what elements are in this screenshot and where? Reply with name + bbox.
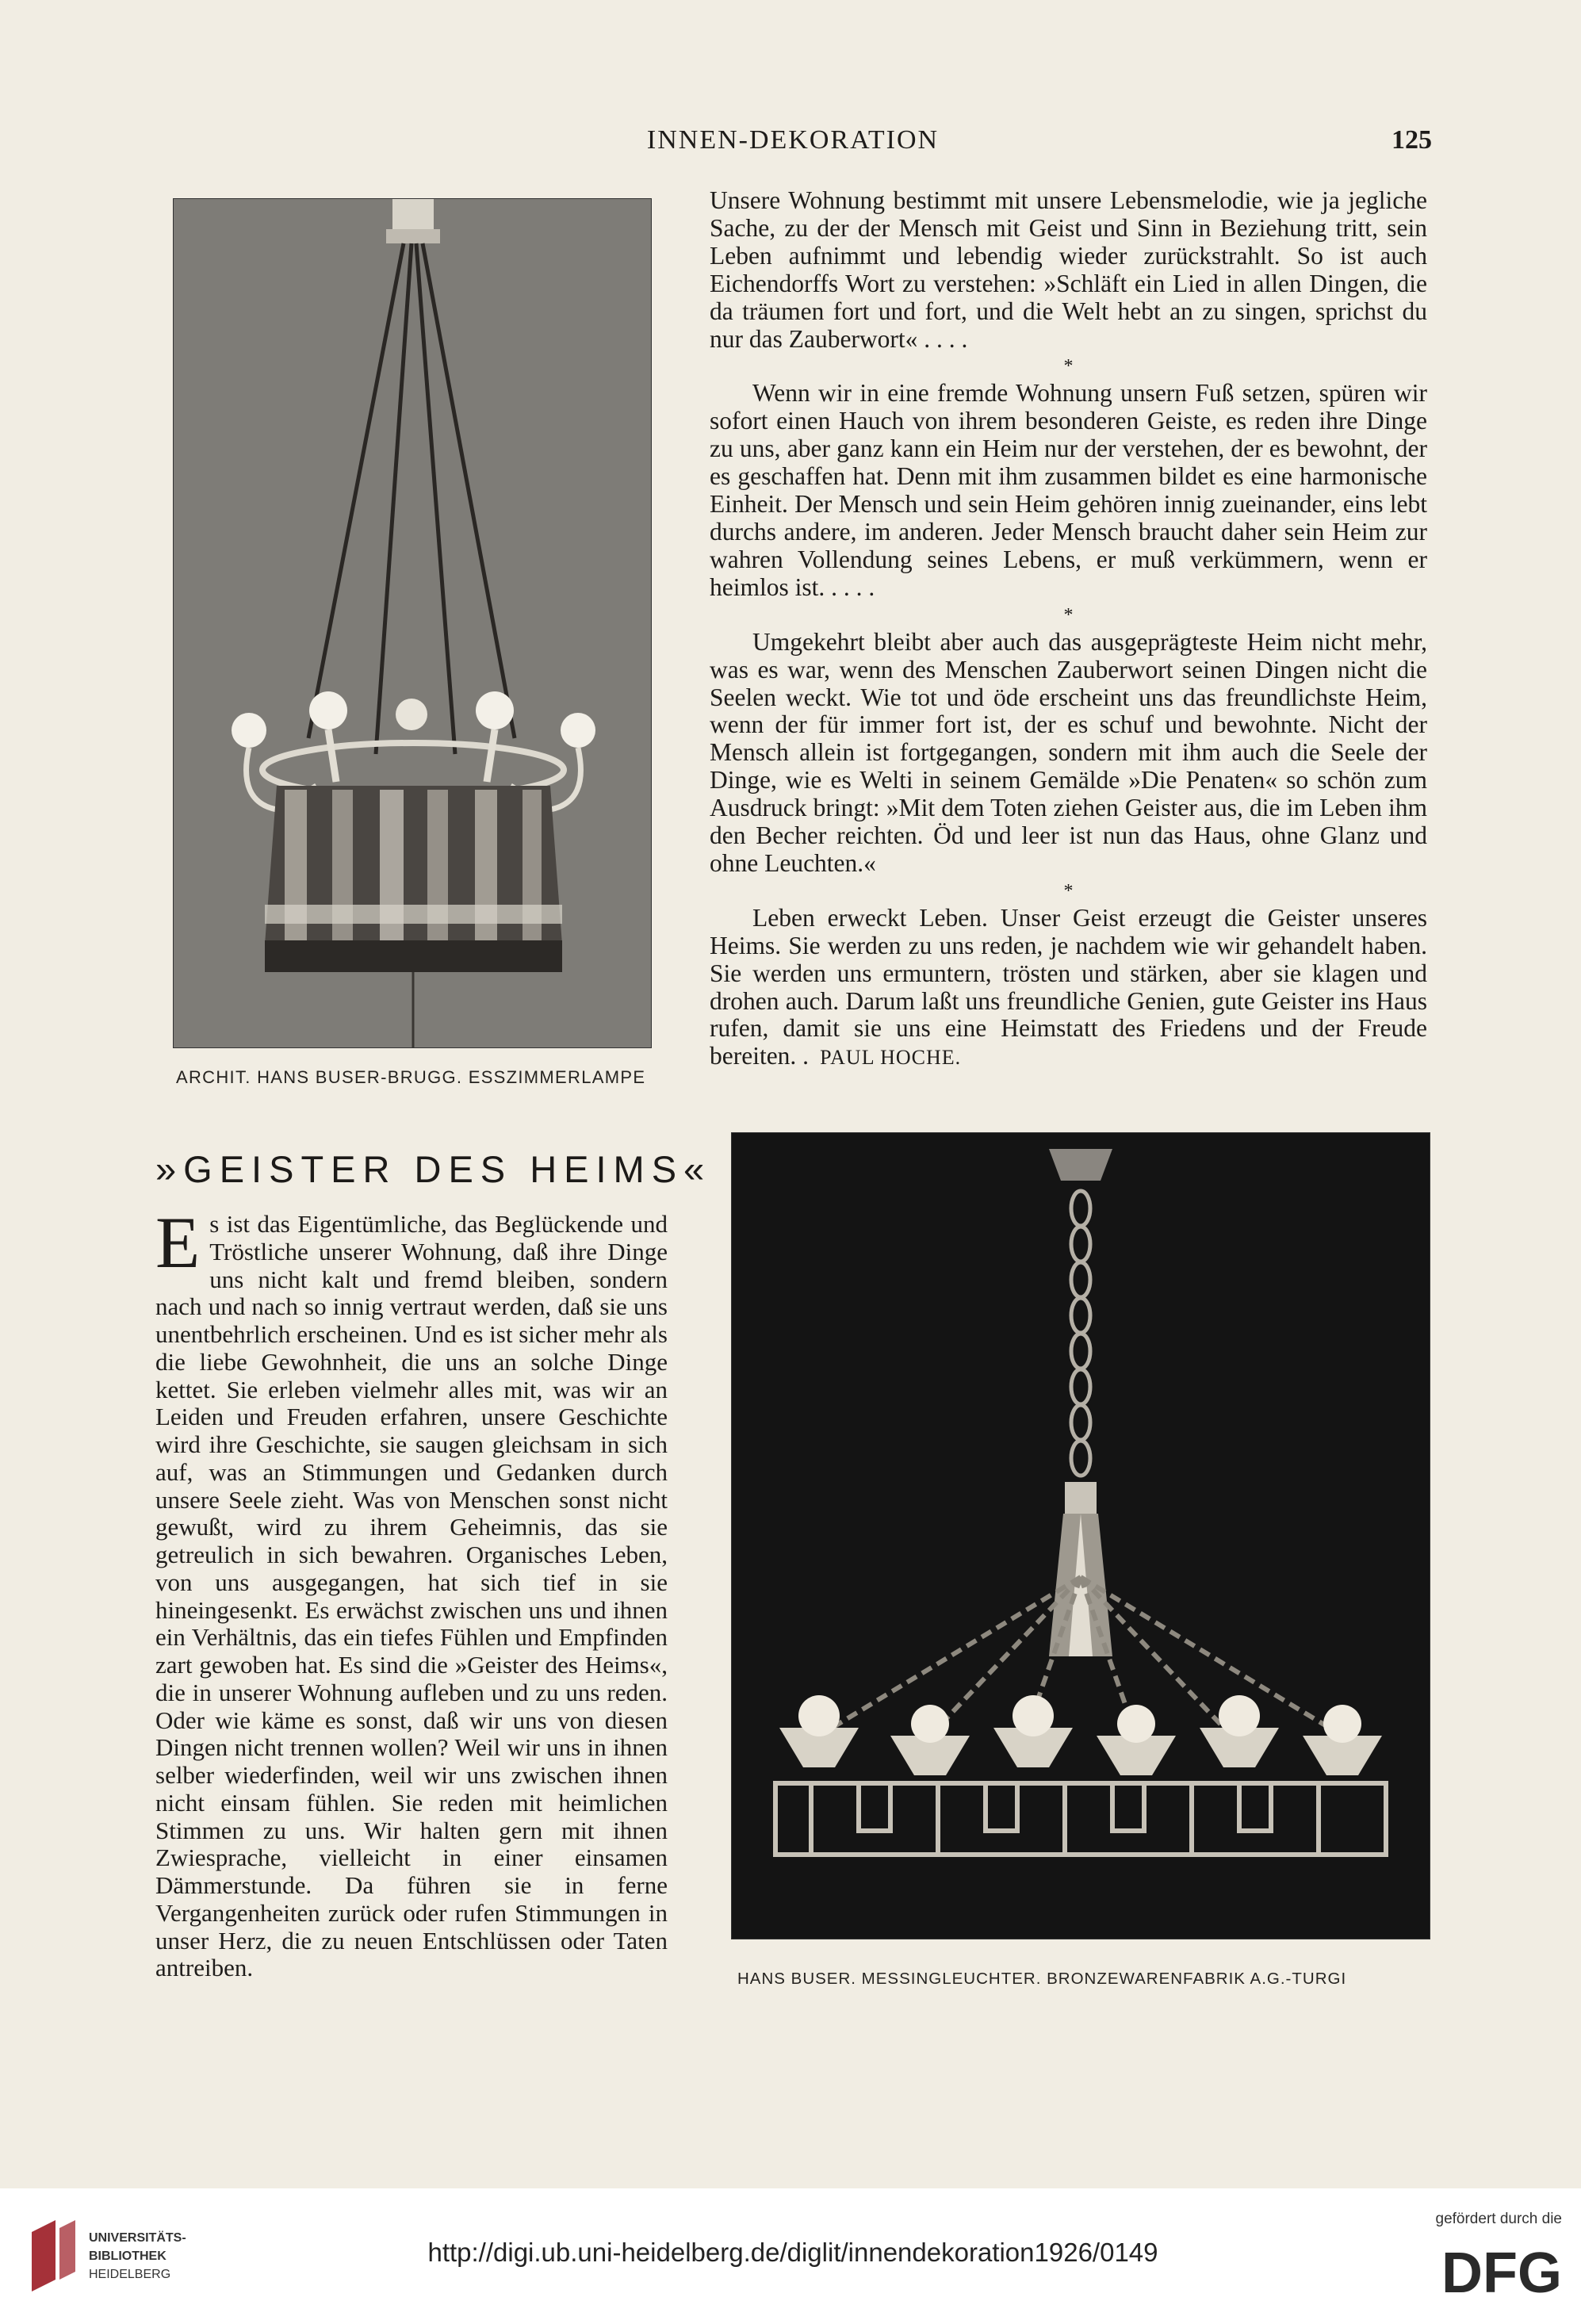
article-title: »GEISTER DES HEIMS« xyxy=(155,1148,712,1190)
paragraph-4-text: Leben erweckt Leben. Unser Geist erzeugt die Geister unseres Heims. Sie werden zu uns reden, je nachdem wie wir gehandelt haben. Sie werden uns ermuntern, trösten und stärken, aber sie klagen und drohen auch. Darum laßt uns freundliche Genien, gute Geister ins Haus rufen, damit sie uns eine Heimstatt des Friedens und der Freude bereiten. . xyxy=(710,903,1427,1070)
caption-brass-chandelier: HANS BUSER. MESSINGLEUCHTER. BRONZEWARENFABRIK A.G.-TURGI xyxy=(737,1970,1347,1988)
paragraph-2: Wenn wir in eine fremde Wohnung unsern Fuß setzen, spüren wir sofort einen Hauch von ihrem besonderen Geiste, es reden ihre Dinge zu uns, aber ganz kann ein Heim nur der verstehen, der es bewohnt, der es geschaffen hat. Denn mit ihm zusammen bildet es eine harmonische Einheit. Der Mensch und sein Heim gehören innig zueinander, eins lebt durchs andere, im anderen. Jeder Mensch braucht daher sein Heim zur wahren Vollendung seines Lebens, er muß verkümmern, wenn er heimlos ist. . . . . xyxy=(710,379,1427,601)
paragraph-4 xyxy=(710,905,1427,1072)
source-url[interactable]: http://digi.ub.uni-heidelberg.de/diglit/innendekoration1926/0149 xyxy=(427,2238,1158,2267)
caption-dining-lamp: ARCHIT. HANS BUSER-BRUGG. ESSZIMMERLAMPE xyxy=(176,1067,646,1087)
article-body xyxy=(155,1202,668,1982)
author-signature: PAUL HOCHE. xyxy=(820,1046,962,1070)
library-line-3: HEIDELBERG xyxy=(89,2268,171,2281)
dfg-logo xyxy=(1403,2240,1562,2299)
article-text: s ist das Eigentümliche, das Beglückende und Tröstliche unserer Wohnung, daß ihre Dinge uns nicht kalt und fremd bleiben, sondern nach und nach so innig vertraut werden, daß sie uns unentbehrlich erscheinen. Und es ist sicher mehr als die liebe Gewohnheit, die uns an solche Dinge kettet. Sie erleben vielmehr alles mit, was wir an Leiden und Freuden erfahren, unsere Geschichte wird ihre Geschichte, sie saugen gleichsam in sich auf, was an Stimmungen und Gedanken durch unsere Seele zieht. Was von Menschen sonst nicht gewußt, wird zu ihrem Geheimnis, das sie getreulich in sich bewahren. Organisches Leben, von uns ausgegangen, hat sich tief in sie hineingesenkt. Es erwächst zwischen uns und ihnen ein Verhältnis, das ein tiefes Fühlen und Empfinden zart gewoben hat. Es sind die »Geister des Heims«, die in unserer Wohnung aufleben und zu uns reden. Oder wie käme es sonst, daß wir uns von diesen Dingen nicht trennen wollen? Weil wir uns in ihnen selber wiederfinden, weil wir uns zwischen ihnen nicht einsam fühlen. Sie reden mit heimlichen Stimmen zu uns. Wir halten gern mit ihnen Zwiesprache, vielleicht in einer einsamen Dämmerstunde. Da führen sie in ferne Vergangenheiten zurück oder rufen Stimmungen in unser Herz, die zu neuen Entschlüssen oder Taten antreiben. xyxy=(155,1210,668,1982)
funding-note: gefördert durch die xyxy=(1435,2211,1562,2227)
section-separator: * xyxy=(1063,356,1074,377)
university-library-logo xyxy=(24,2216,206,2295)
page-number: 125 xyxy=(1392,125,1432,155)
photo-dining-lamp xyxy=(173,198,652,1048)
article-continuation xyxy=(710,187,1427,1072)
photo-brass-chandelier xyxy=(731,1132,1430,1939)
running-header: INNEN-DEKORATION xyxy=(646,125,940,155)
library-line-2: BIBLIOTHEK xyxy=(89,2249,167,2263)
paragraph-1: Unsere Wohnung bestimmt mit unsere Lebensmelodie, wie ja jegliche Sache, zu der der Mensch mit Geist und Sinn in Beziehung tritt, sein Leben aufnimmt und lebendig wieder zurückstrahlt. So ist auch Eichendorffs Wort zu verstehen: »Schläft ein Lied in allen Dingen, die da träumen fort und fort, und die Welt hebt an zu singen, sprichst du nur das Zauberwort« . . . . xyxy=(710,186,1427,353)
section-separator: * xyxy=(1063,880,1074,902)
dfg-lettering: DFG xyxy=(1441,2242,1562,2299)
section-separator: * xyxy=(1063,604,1074,626)
library-emblem-icon xyxy=(32,2220,75,2291)
paragraph-3: Umgekehrt bleibt aber auch das ausgeprägteste Heim nicht mehr, was es war, wenn des Menschen Zauberwort seinen Dingen nicht die Seelen weckt. Wie tot und öde erscheint uns das freundlichste Heim, wenn der für immer fort ist, der es schuf und bewohnte. Nicht der Mensch allein ist fortgegangen, sondern mit ihm auch die Seele der Dinge, wie es Welti in seinem Gemälde »Die Penaten« so schön zum Ausdruck bringt: »Mit dem Toten ziehen Geister aus, die im Leben ihm den Becher reichten. Öd und leer ist nun das Haus, ohne Glanz und ohne Leuchten.« xyxy=(710,627,1427,877)
library-line-1: UNIVERSITÄTS- xyxy=(89,2231,186,2245)
drop-cap: E xyxy=(155,1202,201,1283)
chandelier-illustration xyxy=(732,1133,1430,1939)
lamp-illustration xyxy=(174,199,651,1047)
article-paragraph xyxy=(155,1202,668,1982)
